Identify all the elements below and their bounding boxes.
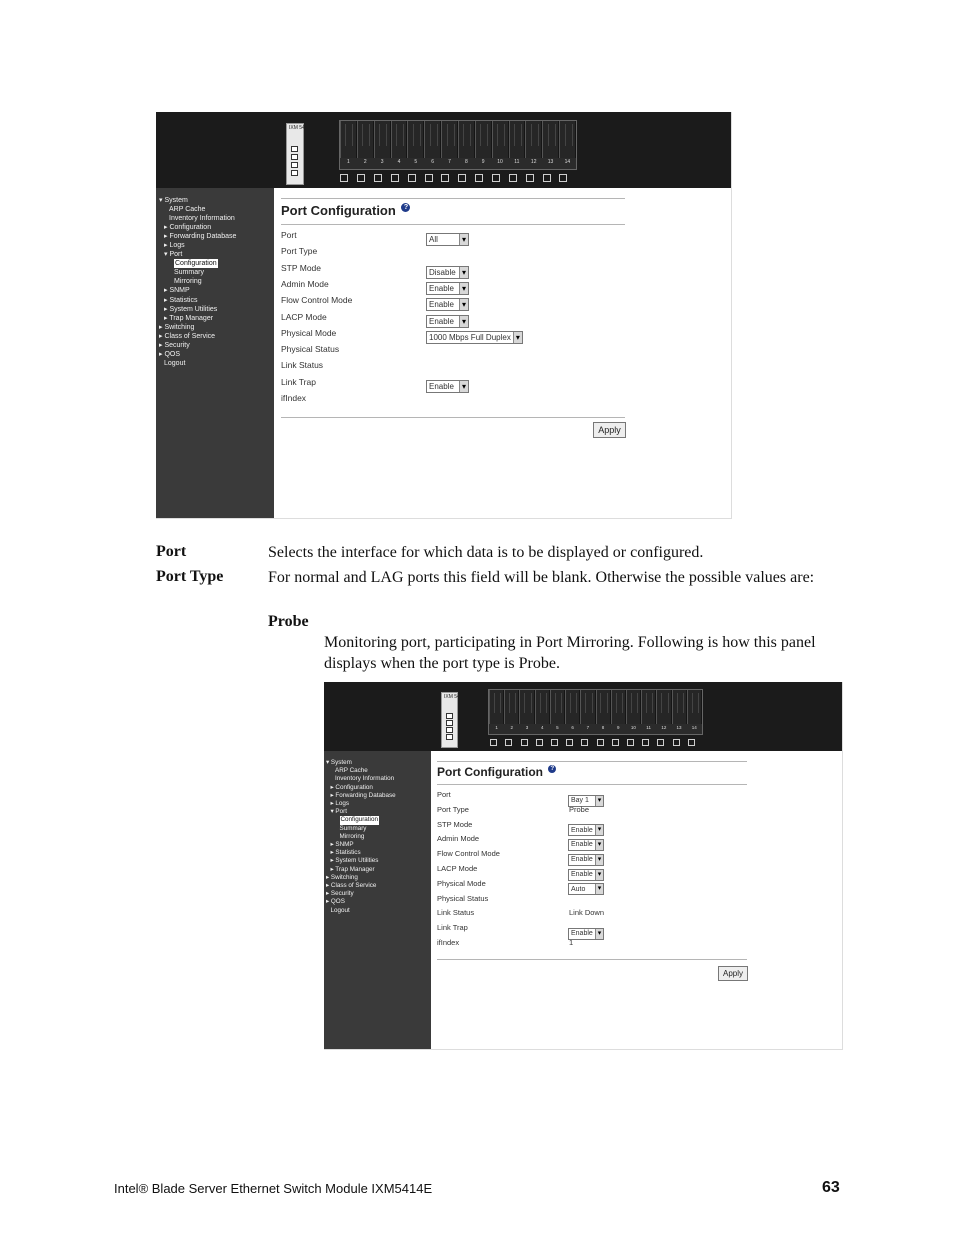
blade-bay (391, 121, 408, 158)
nav-item[interactable] (159, 241, 236, 250)
nav-item[interactable] (159, 214, 236, 223)
bay-number: 9 (616, 725, 620, 730)
chevron-down-icon: ▾ (595, 796, 603, 806)
field-select-value: Bay 1 (571, 797, 589, 804)
field-label: Physical Mode (437, 878, 486, 888)
port-config-panel (281, 196, 731, 516)
bay-led (555, 174, 572, 182)
nav-item-label: ▾ System (326, 759, 352, 766)
blade-bay (559, 121, 576, 158)
blade-bay (424, 121, 441, 158)
nav-item-label: ▾ System (159, 197, 188, 204)
nav-item-selected: Configuration (340, 816, 378, 824)
bay-led (638, 739, 653, 746)
nav-item-label: ▸ SNMP (164, 287, 190, 295)
bay-number: 13 (547, 159, 554, 165)
nav-item[interactable] (159, 350, 236, 359)
nav-item[interactable] (159, 296, 236, 305)
blade-bays (340, 121, 576, 158)
nav-item[interactable] (326, 816, 396, 824)
bay-led (684, 739, 699, 746)
field-label: ifIndex (281, 393, 307, 403)
bay-number: 1 (347, 159, 350, 165)
nav-item[interactable] (326, 841, 396, 849)
bay-led (437, 174, 454, 182)
chevron-down-icon: ▾ (459, 299, 468, 310)
nav-item-label: ▸ Logs (164, 242, 185, 250)
nav-item[interactable] (326, 857, 396, 865)
chevron-down-icon: ▾ (459, 283, 468, 294)
nav-item-label: ▸ Class of Service (326, 882, 377, 890)
field-select[interactable] (426, 266, 469, 279)
nav-item[interactable] (326, 849, 396, 857)
bay-led (623, 739, 638, 746)
nav-item-selected: Configuration (175, 260, 217, 268)
field-label: STP Mode (281, 262, 322, 273)
bay-led (501, 739, 516, 746)
blade-bay (492, 121, 509, 158)
field-label: ifIndex (437, 938, 460, 947)
blade-bay (374, 121, 391, 158)
nav-item[interactable] (326, 784, 396, 792)
nav-item[interactable] (159, 232, 236, 241)
nav-item-label: ▸ Trap Manager (330, 865, 375, 873)
help-icon[interactable]: ? (401, 203, 410, 212)
nav-item-label: ▾ Port (164, 251, 183, 259)
chevron-down-icon: ▾ (595, 884, 603, 894)
field-label: Admin Mode (281, 278, 329, 289)
nav-item[interactable] (326, 882, 396, 890)
nav-item-label: ▸ Forwarding Database (164, 233, 237, 241)
blade-bay (672, 690, 687, 724)
nav-item[interactable] (326, 759, 396, 767)
nav-item-label: ▾ Port (330, 808, 347, 816)
bay-led (471, 174, 488, 182)
nav-item-label: ▸ Forwarding Database (330, 791, 396, 799)
field-label: Flow Control Mode (281, 295, 353, 306)
nav-item[interactable] (159, 332, 236, 341)
apply-button[interactable]: Apply (593, 422, 626, 438)
field-label: Admin Mode (437, 834, 480, 844)
field-label: Port (437, 790, 451, 799)
footer-title: Intel® Blade Server Ethernet Switch Module IXM5414E (114, 1181, 433, 1196)
nav-item[interactable] (326, 800, 396, 808)
nav-item[interactable] (326, 775, 396, 783)
bay-number-row (489, 725, 702, 730)
bay-number: 12 (661, 725, 667, 730)
chevron-down-icon: ▾ (595, 870, 603, 880)
page-title: Port Configuration ? (437, 765, 556, 779)
nav-item-label: ▸ Logs (330, 800, 350, 808)
nav-item-label: Summary (339, 824, 367, 832)
nav-item-label: Mirroring (174, 278, 202, 286)
nav-item[interactable] (159, 196, 236, 205)
blade-bay (475, 121, 492, 158)
bay-led (547, 739, 562, 746)
nav-item[interactable] (159, 359, 236, 368)
bay-led (486, 739, 501, 746)
blade-bay (509, 121, 526, 158)
field-select-value: Enable (571, 826, 593, 834)
screenshot-port-config (156, 112, 732, 519)
blade-bay (596, 690, 611, 724)
bay-led (454, 174, 471, 182)
nav-item[interactable] (326, 874, 396, 882)
bay-number: 5 (414, 159, 418, 165)
field-select[interactable] (568, 928, 604, 940)
blade-bay (656, 690, 671, 724)
bay-number: 5 (556, 725, 559, 730)
desc-probe: Monitoring port, participating in Port Mirroring. Following is how this panel displays when the port type is Probe. (324, 634, 816, 672)
switch-module-image (286, 123, 304, 185)
nav-item-label: Logout (164, 359, 186, 367)
bay-led (532, 739, 547, 746)
bay-number: 2 (510, 725, 514, 730)
chevron-down-icon: ▾ (595, 825, 603, 835)
field-label: Link Status (437, 908, 475, 918)
blade-bay (458, 121, 475, 158)
nav-item[interactable] (326, 898, 396, 906)
chevron-down-icon: ▾ (459, 267, 468, 278)
bay-led (370, 174, 387, 182)
nav-item[interactable] (159, 341, 236, 350)
blade-bay (611, 690, 626, 724)
field-select[interactable] (426, 282, 469, 295)
bay-number: 7 (586, 725, 590, 730)
bay-led (387, 174, 404, 182)
blade-bay (550, 690, 565, 724)
field-select-value: Enable (429, 283, 454, 293)
chevron-down-icon: ▾ (459, 381, 468, 392)
nav-item[interactable] (326, 866, 396, 874)
nav-item-label: ▸ System Utilities (164, 305, 218, 313)
nav-item-label: Summary (174, 269, 204, 277)
bay-led (562, 739, 577, 746)
page-number: 63 (822, 1179, 840, 1196)
bay-number: 10 (630, 725, 636, 730)
nav-item-label: ▸ Configuration (164, 224, 212, 232)
field-label: Port Type (437, 804, 469, 814)
field-label: Physical Status (281, 344, 340, 355)
nav-item[interactable] (326, 808, 396, 816)
nav-item-label: Inventory Information (335, 775, 395, 783)
bay-number: 14 (564, 159, 571, 165)
field-select[interactable] (426, 315, 469, 328)
chevron-down-icon: ▾ (459, 316, 468, 327)
nav-item-label: ▸ Security (326, 890, 354, 898)
field-select-value: Enable (571, 856, 593, 864)
bay-number: 11 (646, 725, 651, 730)
blade-bay (535, 690, 550, 724)
module-label: IXM 54 (289, 125, 305, 131)
blade-bay (340, 121, 357, 158)
bay-led (538, 174, 555, 182)
bay-number: 9 (481, 159, 485, 165)
blade-bay (626, 690, 641, 724)
bay-number: 6 (571, 725, 574, 730)
bay-number: 3 (380, 159, 384, 165)
bay-number: 14 (691, 725, 697, 730)
nav-item-label: ▸ Security (159, 341, 190, 349)
field-label: Link Trap (437, 923, 468, 933)
field-label: STP Mode (437, 819, 473, 829)
help-icon[interactable]: ? (548, 765, 556, 773)
bay-number: 8 (464, 159, 468, 165)
nav-item-label: ARP Cache (335, 767, 368, 775)
blade-bay (441, 121, 458, 158)
blade-bay (565, 690, 580, 724)
field-label: LACP Mode (437, 864, 478, 873)
nav-item-label: ▸ QOS (326, 898, 345, 906)
page-title: Port Configuration ? (281, 203, 410, 218)
blade-bays (489, 690, 702, 724)
bay-led (653, 739, 668, 746)
field-value: Probe (569, 804, 590, 814)
bay-led-row (336, 174, 572, 182)
bay-number: 2 (363, 159, 367, 165)
bay-led (516, 739, 531, 746)
chevron-down-icon: ▾ (595, 840, 603, 850)
bay-number: 7 (448, 159, 451, 165)
blade-bay (525, 121, 542, 158)
nav-item[interactable] (326, 825, 396, 833)
nav-item-label: ▸ Statistics (164, 296, 198, 304)
blade-bay (489, 690, 504, 724)
nav-tree (326, 759, 396, 915)
bay-led (336, 174, 353, 182)
field-select-value: All (429, 235, 438, 244)
bay-number-row (340, 159, 576, 165)
port-config-panel (437, 759, 842, 1049)
chevron-down-icon: ▾ (513, 332, 522, 343)
nav-item-label: ▸ System Utilities (330, 857, 379, 865)
nav-item[interactable] (159, 223, 236, 232)
field-label: Flow Control Mode (437, 849, 500, 859)
nav-item[interactable] (159, 305, 236, 314)
field-label: Port Type (281, 246, 318, 257)
nav-item-label: ▸ Configuration (330, 783, 373, 791)
nav-item[interactable] (159, 323, 236, 332)
blade-bay (519, 690, 534, 724)
bay-led (488, 174, 505, 182)
desc-port: Selects the interface for which data is to be displayed or configured. (268, 544, 704, 561)
bay-number: 8 (601, 725, 605, 730)
chevron-down-icon: ▾ (595, 929, 603, 939)
bay-number: 6 (431, 159, 435, 165)
field-select-value: 1000 Mbps Full Duplex (429, 332, 511, 342)
field-label: Port (281, 230, 297, 240)
bay-led (521, 174, 538, 182)
bay-led (403, 174, 420, 182)
nav-item[interactable] (159, 286, 236, 295)
desc-port-type: For normal and LAG ports this field will be blank. Otherwise the possible values are: (268, 569, 815, 586)
nav-item-label: Mirroring (339, 832, 365, 840)
field-select[interactable] (568, 883, 604, 895)
field-select[interactable] (426, 380, 469, 393)
nav-item[interactable] (159, 250, 236, 259)
field-select-value: Enable (429, 300, 454, 310)
nav-item[interactable] (326, 833, 396, 841)
nav-item[interactable] (326, 792, 396, 800)
bay-led (592, 739, 607, 746)
field-label: Link Status (281, 360, 324, 371)
screenshot-port-config-probe (324, 682, 843, 1050)
bay-led (420, 174, 437, 182)
nav-item-label: ▸ Class of Service (159, 332, 216, 340)
nav-item-label: ARP Cache (169, 206, 206, 214)
bay-led-row (486, 739, 699, 746)
nav-item-label: Inventory Information (169, 215, 235, 223)
nav-item-label: ▸ SNMP (330, 841, 354, 849)
nav-item[interactable] (159, 277, 236, 286)
chevron-down-icon: ▾ (595, 855, 603, 865)
nav-item[interactable] (159, 205, 236, 214)
switch-module-image (441, 692, 458, 748)
blade-bay (407, 121, 424, 158)
bay-number: 13 (676, 725, 682, 730)
nav-item[interactable] (326, 890, 396, 898)
bay-led (577, 739, 592, 746)
field-select-value: Enable (571, 841, 593, 849)
term-probe: Probe (268, 613, 309, 630)
bay-number: 4 (540, 725, 544, 730)
nav-item-label: ▸ Switching (159, 323, 195, 331)
field-value: Link Down (569, 908, 605, 918)
nav-item[interactable] (326, 907, 396, 915)
field-select-value: Disable (429, 267, 456, 277)
blade-bay (687, 690, 702, 724)
field-select[interactable] (426, 331, 523, 344)
field-select-value: Enable (571, 871, 593, 878)
module-label: IXM 54 (444, 694, 460, 700)
bay-led (353, 174, 370, 182)
bay-led (504, 174, 521, 182)
blade-bay (580, 690, 595, 724)
nav-item[interactable] (159, 268, 236, 277)
field-label: Physical Mode (281, 327, 337, 338)
bay-number: 3 (525, 725, 529, 730)
nav-item[interactable] (326, 767, 396, 775)
field-select-value: Enable (429, 316, 454, 326)
nav-item-label: Logout (330, 906, 350, 914)
term-port: Port (156, 543, 187, 560)
nav-item[interactable] (159, 314, 236, 323)
field-label: Physical Status (437, 893, 489, 903)
bay-number: 4 (397, 159, 401, 165)
bay-led (668, 739, 683, 746)
nav-item-label: ▸ Statistics (330, 849, 361, 857)
field-select-value: Auto (571, 885, 586, 893)
bay-led (608, 739, 623, 746)
blade-bay (641, 690, 656, 724)
field-value: 1 (569, 938, 574, 947)
nav-tree (159, 196, 236, 368)
term-port-type: Port Type (156, 568, 224, 585)
nav-item[interactable] (159, 259, 236, 268)
field-select[interactable] (426, 233, 469, 246)
nav-item-label: ▸ Trap Manager (164, 314, 214, 322)
bay-number: 10 (497, 159, 503, 165)
blade-bay (504, 690, 519, 724)
bay-number: 12 (530, 159, 537, 165)
field-label: Link Trap (281, 376, 316, 387)
blade-bay (542, 121, 559, 158)
bay-number: 11 (514, 159, 520, 165)
field-select-value: Enable (571, 930, 593, 938)
nav-item-label: ▸ Switching (326, 873, 358, 881)
apply-button[interactable]: Apply (718, 966, 748, 981)
field-select-value: Enable (429, 381, 454, 391)
nav-item-label: ▸ QOS (159, 350, 181, 358)
field-select[interactable] (426, 298, 469, 311)
chevron-down-icon: ▾ (459, 234, 468, 245)
field-label: LACP Mode (281, 311, 327, 322)
blade-bay (357, 121, 374, 158)
bay-number: 1 (495, 725, 498, 730)
